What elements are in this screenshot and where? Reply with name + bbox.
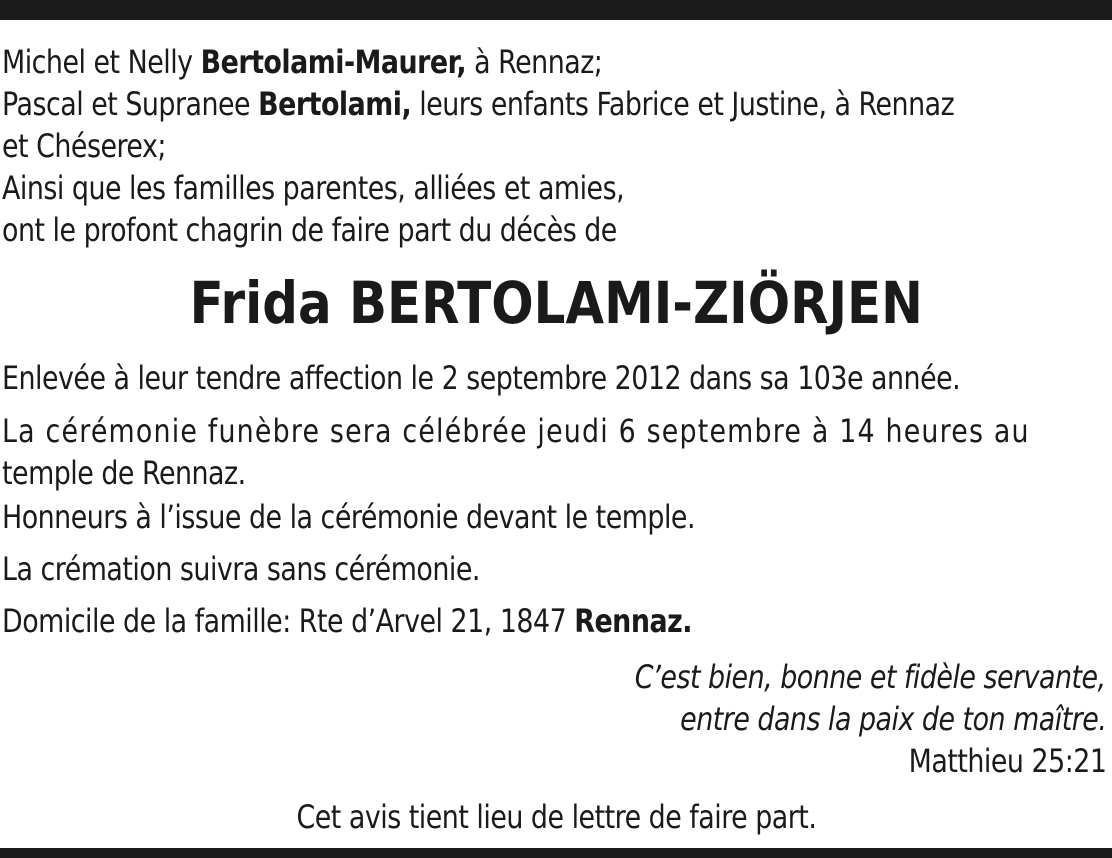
family-line-4: Ainsi que les familles parentes, alliées et amies, [2,169,625,207]
quote-line-2: entre dans la paix de ton maître. [679,700,1106,738]
family-line-2-prefix: Pascal et Supranee [2,85,259,123]
domicile-town: Rennaz. [574,602,692,640]
closing-text: Cet avis tient lieu de lettre de faire part. [296,798,816,836]
deceased-name-heading [0,268,1112,338]
deceased-name: Frida BERTOLAMI-ZIÖRJEN [189,269,923,337]
family-line-5: ont le profont chagrin de faire part du décès de [2,211,617,249]
domicile-text [2,600,692,642]
family-line-2 [2,83,954,125]
quote-reference: Matthieu 25:21 [908,742,1106,780]
cremation-text: La crémation suivra sans cérémonie. [2,550,480,588]
family-line-1-name: Bertolami-Maurer, [200,43,467,81]
ceremony-text-line-1: La cérémonie funèbre sera célébrée jeudi 6 septembre à 14 heures au [2,412,1030,450]
family-line-2-name: Bertolami, [258,85,412,123]
death-date-text: Enlevée à leur tendre affection le 2 septembre 2012 dans sa 103e année. [2,359,961,397]
family-line-1-suffix: à Rennaz; [466,43,603,81]
quote-line-1: C’est bien, bonne et fidèle servante, [635,658,1106,696]
honors-text: Honneurs à l’issue de la cérémonie devant le temple. [2,498,696,536]
ceremony-text-line-2: temple de Rennaz. [2,454,246,492]
family-line-1-prefix: Michel et Nelly [2,43,201,81]
family-line-3: et Chéserex; [2,127,166,165]
family-line-2-suffix: leurs enfants Fabrice et Justine, à Rennaz [411,85,955,123]
closing-statement [0,796,1112,838]
bottom-border-rule [0,848,1112,858]
domicile-address: Domicile de la famille: Rte d’Arvel 21, 1847 [2,602,575,640]
family-line-1 [2,41,602,83]
